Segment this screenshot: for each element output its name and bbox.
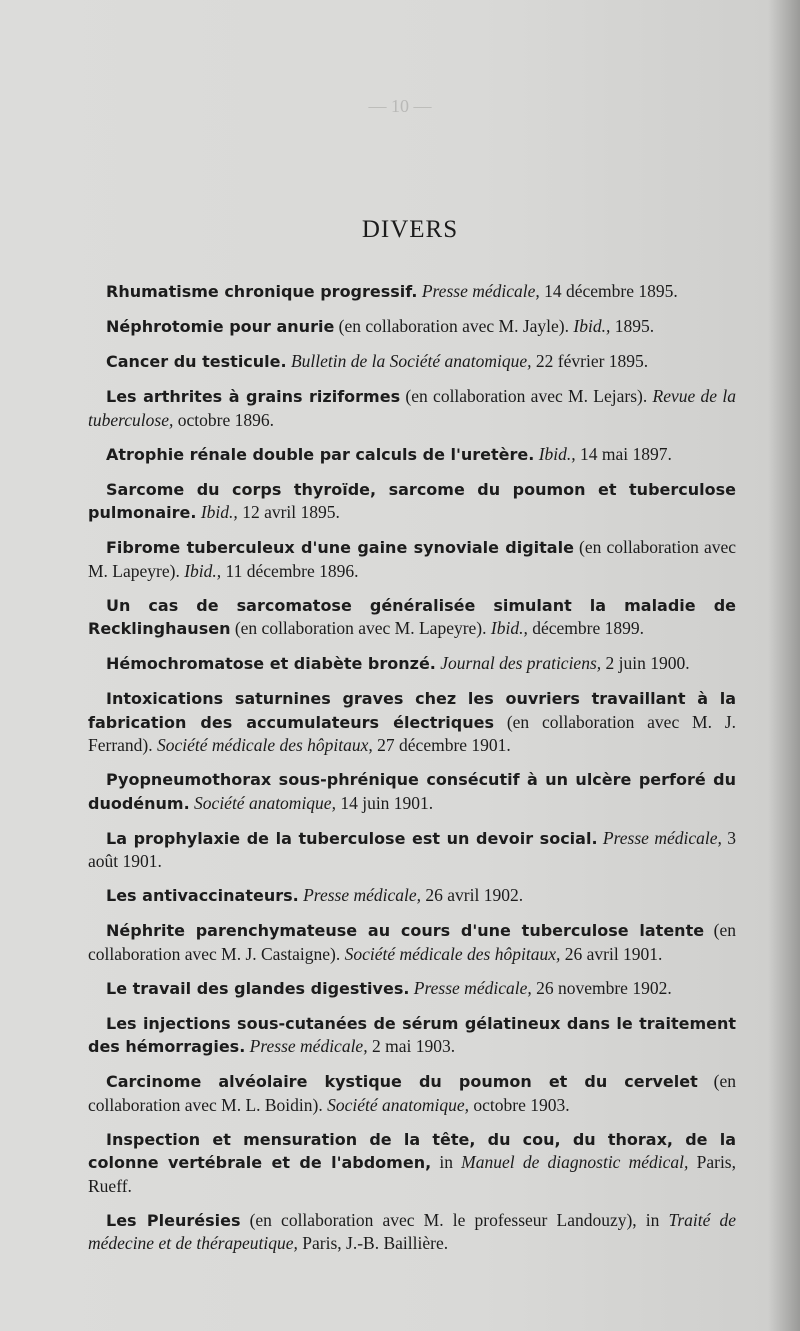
entry-source: Ibid., (490, 618, 528, 638)
entry-text: (en collaboration avec M. Lapeyre). (88, 537, 737, 581)
entry-title: Les antivaccinateurs. (106, 886, 299, 905)
entry-text: 3 août 1901. (88, 827, 736, 871)
entry-text: in (431, 1152, 462, 1172)
entry-source: Manuel de diagnostic médical, (461, 1152, 689, 1172)
entry-text: 12 avril 1895. (237, 502, 340, 522)
entry-title: Néphrite parenchymateuse au cours d'une tuberculose latente (106, 921, 705, 940)
bibliography-entry (88, 350, 736, 374)
bibliography-entry (88, 1012, 736, 1059)
entry-title: La prophylaxie de la tuberculose est un devoir social. (106, 828, 598, 848)
entry-text: 27 décembre 1901. (372, 735, 511, 755)
entry-text: 26 novembre 1902. (531, 977, 672, 998)
entry-text: 22 février 1895. (531, 351, 649, 371)
page-number: — 10 — (368, 96, 432, 116)
bibliography-entry (88, 594, 736, 641)
entry-source: Presse médicale, (421, 281, 540, 301)
section-title: DIVERS (361, 216, 459, 243)
entry-source: Presse médicale, (602, 827, 722, 848)
entry-text: 26 avril 1902. (421, 885, 524, 905)
bibliography-entry (88, 536, 736, 582)
bibliography-entry (88, 1209, 736, 1255)
entry-title: Fibrome tuberculeux d'une gaine synoviale digitale (106, 538, 574, 557)
entry-text: octobre 1896. (173, 409, 274, 430)
entry-text: 14 mai 1897. (575, 443, 672, 464)
entry-source: Ibid., (538, 443, 576, 464)
entry-text: (en collaboration avec M. L. Boidin). (88, 1071, 736, 1115)
entry-source: Revue de la tuberculose, (88, 386, 736, 430)
entry-text: 1895. (610, 316, 655, 336)
entry-title: Les arthrites à grains riziformes (106, 387, 401, 406)
entry-source: Ibid., (200, 502, 238, 522)
entry-text: 2 mai 1903. (367, 1036, 456, 1056)
entry-title: Cancer du testicule. (106, 352, 287, 371)
entry-title: Pyopneumothorax sous-phrénique consécutif à un ulcère perforé du duodénum. (88, 770, 736, 813)
entry-title: Intoxications saturnines graves chez les ouvriers travaillant à la fabrication des accumulateurs électriques (88, 689, 736, 732)
entry-source: Société médicale des hôpitaux, (157, 735, 373, 755)
bibliography-entry (88, 768, 736, 815)
entry-text: octobre 1903. (469, 1094, 570, 1115)
entry-text: (en collaboration avec M. Lapeyre). (230, 618, 491, 638)
entry-title: Atrophie rénale double par calculs de l'uretère. (106, 444, 535, 464)
bibliography-entry (88, 1128, 736, 1198)
entry-source: Presse médicale, (413, 977, 532, 998)
entry-text: 11 décembre 1896. (221, 560, 359, 581)
bibliography-entry (88, 919, 736, 965)
entry-title: Un cas de sarcomatose généralisée simulant la maladie de Recklinghausen (88, 595, 736, 638)
entry-source: Société anatomique, (327, 1094, 470, 1115)
entry-title: Inspection et mensuration de la tête, du cou, du thorax, de la colonne vertébrale et de l'abdomen, (88, 1129, 736, 1172)
bibliography-entry (88, 478, 736, 525)
entry-title: Néphrotomie pour anurie (106, 317, 335, 336)
bibliography-entry (88, 652, 736, 676)
bibliography-entry (88, 385, 736, 431)
bibliography-list (88, 280, 736, 1266)
entry-source: Presse médicale, (303, 885, 422, 905)
entry-source: Bulletin de la Société anatomique, (290, 351, 532, 371)
entry-text: (en collaboration avec M. J. Ferrand). (88, 711, 736, 755)
entry-source: Ibid., (573, 316, 611, 336)
entry-text: 14 décembre 1895. (539, 281, 678, 301)
entry-title: Le travail des glandes digestives. (106, 978, 410, 998)
entry-source: Presse médicale, (249, 1036, 368, 1056)
entry-text: 26 avril 1901. (560, 943, 663, 964)
bibliography-entry (88, 884, 736, 908)
bibliography-entry (88, 977, 736, 1001)
entry-title: Hémochromatose et diabète bronzé. (106, 654, 436, 673)
entry-source: Ibid., (184, 560, 222, 581)
entry-source: Traité de médecine et de thérapeutique, (88, 1209, 737, 1253)
entry-source: Journal des praticiens, (440, 653, 602, 673)
entry-text: Paris, J.-B. Baillière. (297, 1233, 449, 1253)
bibliography-entry (88, 280, 736, 304)
bibliography-entry (88, 827, 736, 873)
entry-text: décembre 1899. (527, 618, 644, 638)
entry-text: Paris, Rueff. (88, 1152, 736, 1196)
entry-title: Les injections sous-cutanées de sérum gélatineux dans le traitement des hémorragies. (88, 1013, 736, 1056)
entry-source: Société médicale des hôpitaux, (344, 943, 561, 964)
entry-text: 14 juin 1901. (335, 792, 434, 813)
entry-source: Société anatomique, (194, 792, 336, 813)
entry-text: 2 juin 1900. (601, 653, 690, 673)
bibliography-entry (88, 315, 736, 339)
entry-text: (en collaboration avec M. Jayle). (334, 316, 574, 336)
bibliography-entry (88, 1070, 736, 1116)
entry-text: (en collaboration avec M. J. Castaigne). (88, 920, 736, 964)
entry-text: (en collaboration avec M. Lejars). (400, 386, 653, 406)
bibliography-entry (88, 687, 736, 757)
entry-title: Carcinome alvéolaire kystique du poumon et du cervelet (106, 1072, 698, 1091)
entry-title: Sarcome du corps thyroïde, sarcome du poumon et tuberculose pulmonaire. (88, 479, 736, 522)
bibliography-entry (88, 443, 736, 467)
entry-title: Rhumatisme chronique progressif. (106, 282, 418, 301)
entry-text: (en collaboration avec M. le professeur Landouzy), in (240, 1209, 669, 1230)
entry-title: Les Pleurésies (106, 1210, 241, 1230)
